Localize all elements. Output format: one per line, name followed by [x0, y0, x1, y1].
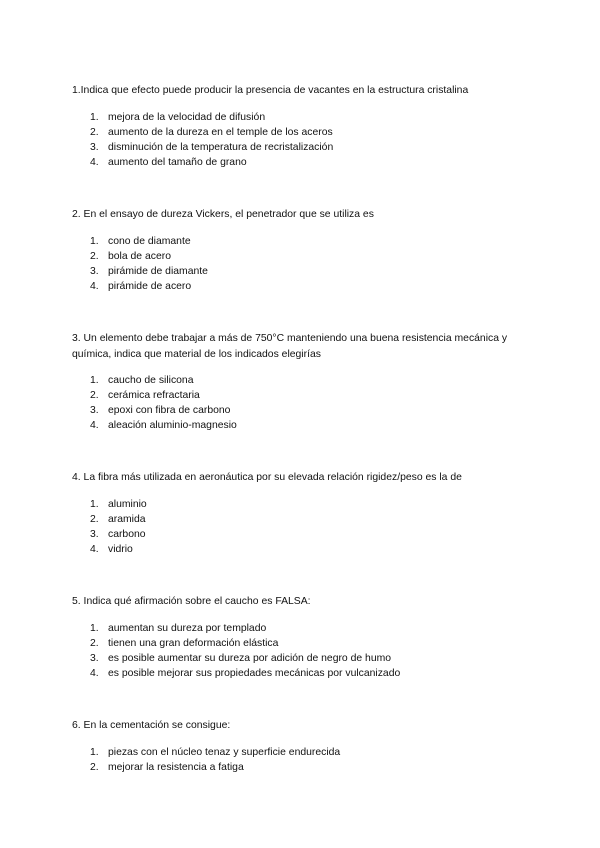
question-5	[72, 594, 542, 679]
option-text: mejora de la velocidad de difusión	[108, 112, 266, 123]
question-2	[72, 207, 542, 292]
option-number: 2.	[90, 762, 99, 773]
question-text: 3. Un elemento debe trabajar a más de 750°C manteniendo una buena resistencia mecánica y química, indica que material de los indicados elegirías	[72, 333, 508, 360]
option-text: cerámica refractaria	[108, 390, 200, 401]
option-text: epoxi con fibra de carbono	[108, 405, 231, 416]
question-6	[72, 718, 542, 773]
option-number: 4.	[90, 544, 99, 555]
option-number: 3.	[90, 653, 99, 664]
option-text: cono de diamante	[108, 236, 191, 247]
option-text: caucho de silicona	[108, 375, 194, 386]
question-text: 2. En el ensayo de dureza Vickers, el penetrador que se utiliza es	[72, 209, 374, 220]
question-text: 1.Indica que efecto puede producir la presencia de vacantes en la estructura cristalina	[72, 85, 469, 96]
option-text: disminución de la temperatura de recristalización	[108, 142, 334, 153]
option-text: aumento de la dureza en el temple de los aceros	[108, 127, 333, 138]
option-text: pirámide de acero	[108, 281, 192, 292]
option-text: piezas con el núcleo tenaz y superficie endurecida	[108, 747, 341, 758]
option-text: aleación aluminio-magnesio	[108, 420, 237, 431]
option-text: aramida	[108, 514, 146, 525]
option-number: 2.	[90, 127, 99, 138]
option-text: vidrio	[108, 544, 133, 555]
option-number: 3.	[90, 266, 99, 277]
option-number: 2.	[90, 514, 99, 525]
question-3	[72, 331, 542, 431]
option-text: aumento del tamaño de grano	[108, 157, 247, 168]
option-text: aluminio	[108, 499, 147, 510]
question-text: 5. Indica qué afirmación sobre el caucho es FALSA:	[72, 596, 311, 607]
option-text: carbono	[108, 529, 146, 540]
option-number: 4.	[90, 668, 99, 679]
option-text: pirámide de diamante	[108, 266, 208, 277]
option-number: 1.	[90, 747, 99, 758]
option-number: 3.	[90, 142, 99, 153]
question-4	[72, 470, 542, 555]
option-text: tienen una gran deformación elástica	[108, 638, 279, 649]
option-number: 4.	[90, 157, 99, 168]
question-text: 6. En la cementación se consigue:	[72, 720, 231, 731]
option-number: 3.	[90, 405, 99, 416]
option-number: 1.	[90, 112, 99, 123]
question-1	[72, 83, 542, 168]
option-number: 4.	[90, 420, 99, 431]
option-number: 1.	[90, 236, 99, 247]
option-text: mejorar la resistencia a fatiga	[108, 762, 244, 773]
option-number: 1.	[90, 375, 99, 386]
option-number: 3.	[90, 529, 99, 540]
option-text: es posible aumentar su dureza por adición de negro de humo	[108, 653, 392, 664]
option-number: 2.	[90, 390, 99, 401]
option-number: 1.	[90, 499, 99, 510]
option-number: 2.	[90, 251, 99, 262]
option-number: 2.	[90, 638, 99, 649]
option-text: bola de acero	[108, 251, 171, 262]
option-number: 1.	[90, 623, 99, 634]
question-text: 4. La fibra más utilizada en aeronáutica por su elevada relación rigidez/peso es la de	[72, 472, 462, 483]
option-text: es posible mejorar sus propiedades mecánicas por vulcanizado	[108, 668, 401, 679]
option-text: aumentan su dureza por templado	[108, 623, 267, 634]
option-number: 4.	[90, 281, 99, 292]
